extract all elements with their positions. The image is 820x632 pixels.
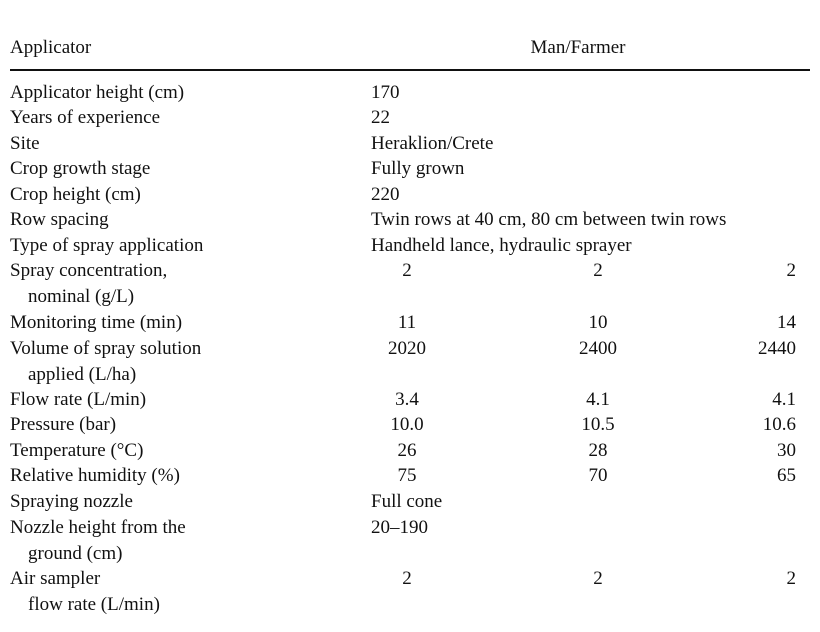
row-label: Type of spray application — [10, 235, 204, 256]
row-value-col2: 2 — [593, 568, 603, 589]
row-value-col2: 4.1 — [586, 389, 610, 410]
row-value-col1: 10.0 — [390, 414, 424, 435]
row-value-col3: 14 — [777, 312, 796, 333]
row-value-col2: 10 — [588, 312, 608, 333]
row-value-col3: 65 — [777, 465, 796, 486]
row-label: ground (cm) — [28, 542, 123, 564]
row-label: Applicator height (cm) — [10, 82, 185, 103]
row-value-col3: 10.6 — [762, 414, 796, 435]
row-label: Flow rate (L/min) — [10, 389, 147, 410]
row-value-col1: 75 — [397, 465, 417, 486]
header-applicator-label: Applicator — [10, 37, 92, 58]
row-value-col2: 2400 — [579, 338, 617, 359]
row-label: Spray concentration, — [10, 260, 168, 281]
header-rule — [10, 69, 810, 71]
row-label: Crop growth stage — [10, 158, 151, 179]
row-value: 170 — [371, 82, 400, 103]
row-label: Relative humidity (%) — [10, 465, 180, 486]
row-value-col1: 26 — [397, 440, 417, 461]
row-label: Site — [10, 133, 40, 154]
row-value-col1: 2 — [402, 260, 412, 281]
row-value-col2: 28 — [588, 440, 608, 461]
row-value: 220 — [371, 184, 400, 205]
row-value-col1: 3.4 — [395, 389, 419, 410]
row-value-col3: 2 — [786, 260, 796, 281]
row-label: flow rate (L/min) — [28, 593, 160, 615]
row-label: applied (L/ha) — [28, 363, 137, 385]
row-label: Volume of spray solution — [10, 338, 202, 359]
row-label: Years of experience — [10, 107, 161, 128]
row-label: Temperature (°C) — [10, 440, 144, 461]
row-value-col1: 2020 — [388, 338, 426, 359]
row-value-col3: 30 — [777, 440, 796, 461]
row-value: 20–190 — [371, 517, 428, 538]
row-value: Full cone — [371, 491, 443, 512]
row-value: Twin rows at 40 cm, 80 cm between twin rows — [371, 209, 727, 230]
row-value: Handheld lance, hydraulic sprayer — [371, 235, 632, 256]
row-label: Nozzle height from the — [10, 517, 186, 538]
row-label: nominal (g/L) — [28, 285, 135, 307]
row-label: Pressure (bar) — [10, 414, 117, 435]
row-label: Row spacing — [10, 209, 109, 230]
row-value-col2: 70 — [588, 465, 608, 486]
row-label: Spraying nozzle — [10, 491, 133, 512]
row-label: Crop height (cm) — [10, 184, 141, 205]
row-value: Fully grown — [371, 158, 465, 179]
row-value-col1: 2 — [402, 568, 412, 589]
row-value-col2: 2 — [593, 260, 603, 281]
row-value: 22 — [371, 107, 390, 128]
row-label: Monitoring time (min) — [10, 312, 183, 333]
row-value-col1: 11 — [397, 312, 417, 333]
row-value-col2: 10.5 — [581, 414, 615, 435]
row-value-col3: 2440 — [758, 338, 796, 359]
row-value-col3: 4.1 — [772, 389, 796, 410]
row-label: Air sampler — [10, 568, 101, 589]
row-value-col3: 2 — [786, 568, 796, 589]
header-applicator-value: Man/Farmer — [530, 37, 626, 58]
row-value: Heraklion/Crete — [371, 133, 494, 154]
